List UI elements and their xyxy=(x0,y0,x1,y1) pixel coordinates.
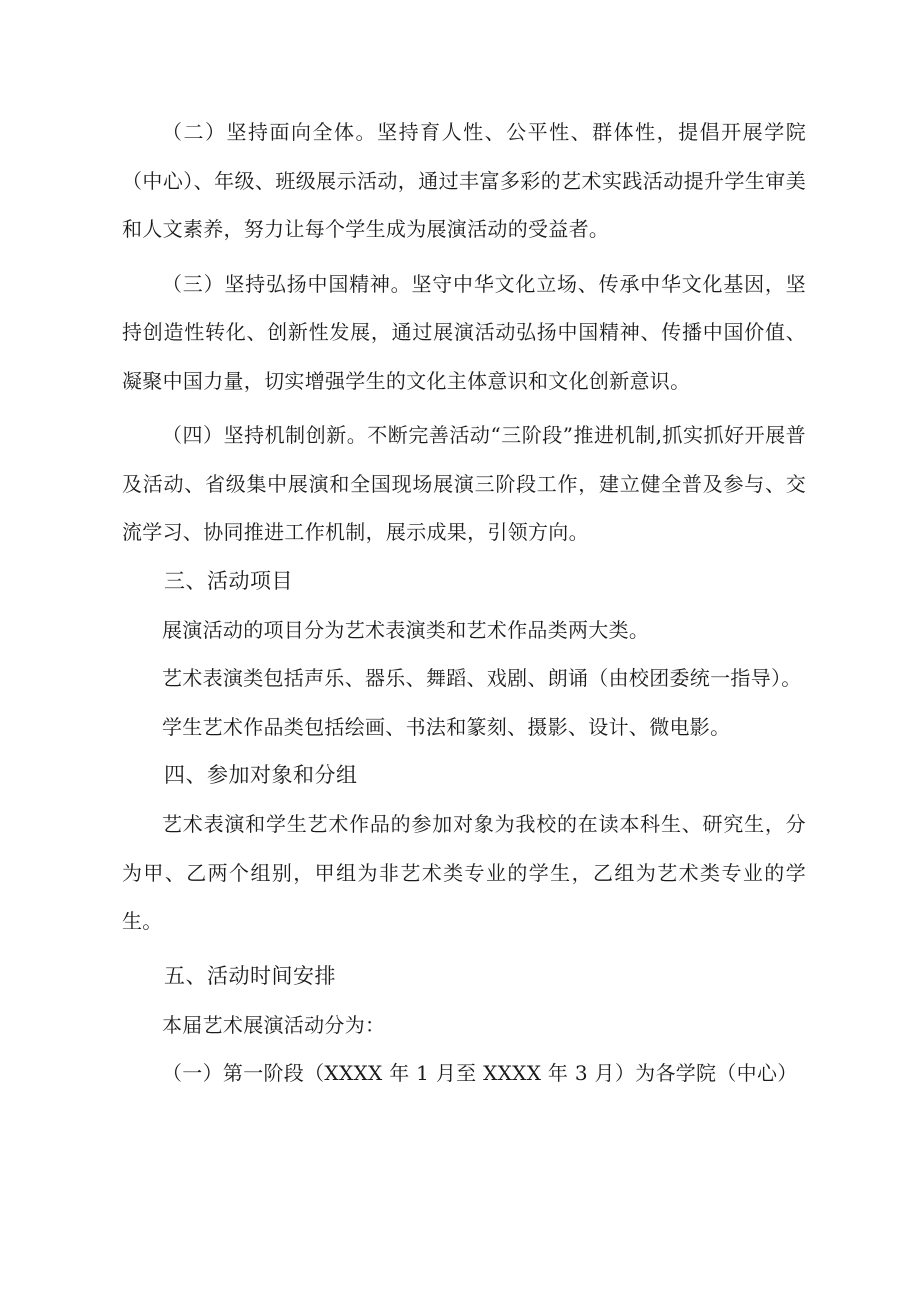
paragraph-artwork-types: 学生艺术作品类包括绘画、书法和篆刻、摄影、设计、微电影。 xyxy=(162,714,731,739)
paragraph-principle-4: （四）坚持机制创新。不断完善活动“三阶段”推进机制,抓实抓好开展普及活动、省级集中展演和全国现场展演三阶段工作，建立健全普及参与、交流学习、协同推进工作机制，展示成果，引领方向。 xyxy=(122,423,806,544)
paragraph-principle-3: （三）坚持弘扬中国精神。坚守中华文化立场、传承中华文化基因，坚持创造性转化、创新性发展，通过展演活动弘扬中国精神、传播中国价值、凝聚中国力量，切实增强学生的文化主体意识和文化创新意识。 xyxy=(122,271,806,393)
document-page xyxy=(122,108,806,1098)
paragraph-principle-2: （二）坚持面向全体。坚持育人性、公平性、群体性，提倡开展学院（中心）、年级、班级展示活动，通过丰富多彩的艺术实践活动提升学生审美和人文素养，努力让每个学生成为展演活动的受益者。 xyxy=(122,120,806,241)
section-heading-schedule: 五、活动时间安排 xyxy=(164,963,336,988)
paragraph-items-overview: 展演活动的项目分为艺术表演类和艺术作品类两大类。 xyxy=(162,617,650,642)
paragraph-performance-types: 艺术表演类包括声乐、器乐、舞蹈、戏剧、朗诵（由校团委统一指导）。 xyxy=(162,666,802,690)
section-heading-activity-items: 三、活动项目 xyxy=(164,568,293,593)
paragraph-schedule-stage-1: （一）第一阶段（XXXX 年 1 月至 XXXX 年 3 月）为各学院（中心） xyxy=(162,1061,798,1085)
paragraph-participants: 艺术表演和学生艺术作品的参加对象为我校的在读本科生、研究生，分为甲、乙两个组别，甲组为非艺术类专业的学生，乙组为艺术类专业的学生。 xyxy=(122,812,806,933)
paragraph-schedule-intro: 本届艺术展演活动分为： xyxy=(162,1012,386,1037)
section-heading-participants: 四、参加对象和分组 xyxy=(164,763,358,787)
